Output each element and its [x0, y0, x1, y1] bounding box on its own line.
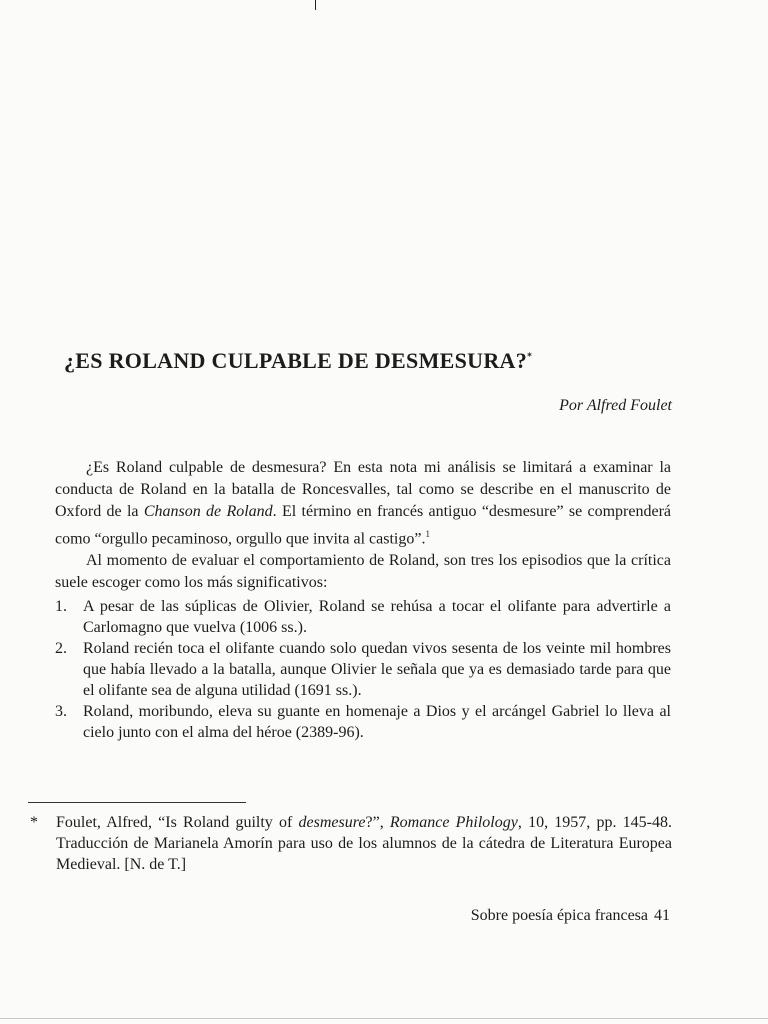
- footnote-text: [56, 812, 672, 875]
- list-item-number: 1.: [55, 598, 67, 615]
- paragraph-intro-part2: . El término en francés antiguo “desmesure” se comprenderá como “orgullo pecaminoso, orgullo que invita al castigo”.: [55, 503, 672, 548]
- scan-edge: [0, 1018, 768, 1019]
- footnote-mark: *: [30, 814, 38, 831]
- list-item-text: A pesar de las súplicas de Olivier, Roland se rehúsa a tocar el olifante para advertirle a Carlomagno que vuelva (1006 ss.).: [83, 598, 671, 636]
- list-item-number: 3.: [55, 703, 67, 720]
- episode-list: [55, 596, 671, 743]
- journal-title: Romance Philology: [389, 814, 518, 831]
- page-number: 41: [654, 907, 670, 924]
- footnote: [30, 812, 672, 875]
- list-item: [55, 638, 671, 701]
- list-item-number: 2.: [55, 640, 67, 657]
- scan-mark: [315, 0, 316, 10]
- article-title: [64, 348, 704, 374]
- paragraph-intro: [55, 457, 671, 550]
- page-footer: [471, 907, 670, 925]
- footnote-divider: [28, 802, 246, 803]
- footnote-part3: , 10, 1957, pp. 145-48. Traducción de Marianela Amorín para uso de los alumnos de la cátedra de Literatura Europea Medieval. [N. de T.]: [56, 814, 673, 873]
- author-byline: Por Alfred Foulet: [559, 397, 672, 414]
- paragraph-intro-part1: ¿Es Roland culpable de desmesura? En esta nota mi análisis se limitará a examinar la conducta de Roland en la batalla de Roncesvalles, tal como se describe en el manuscrito de Oxford de la: [55, 459, 671, 520]
- list-item-text: Roland recién toca el olifante cuando solo quedan vivos sesenta de los veinte mil hombres que había llevado a la batalla, aunque Olivier le señala que ya es demasiado tarde para que el olifante sea de alguna utilidad (1691 ss.).: [83, 640, 671, 699]
- paragraph-episodes-intro: Al momento de evaluar el comportamiento de Roland, son tres los episodios que la crítica suele escoger como los más significativos:: [55, 552, 671, 592]
- list-item: [55, 596, 671, 638]
- footnote-part2: ?”,: [365, 814, 390, 831]
- body-text: [55, 457, 671, 594]
- title-footnote-mark: *: [527, 351, 533, 363]
- list-item: [55, 701, 671, 743]
- footnote-ref: 1: [425, 529, 430, 539]
- footnote-italic-term: desmesure: [298, 814, 366, 831]
- list-item-text: Roland, moribundo, eleva su guante en homenaje a Dios y el arcángel Gabriel lo lleva al cielo junto con el alma del héroe (2389-96).: [83, 703, 671, 741]
- footnote-part1: Foulet, Alfred, “Is Roland guilty of: [56, 814, 299, 831]
- work-title: Chanson de Roland: [143, 503, 273, 520]
- running-title: Sobre poesía épica francesa: [470, 907, 648, 924]
- article-title-text: ¿ES ROLAND CULPABLE DE DESMESURA?: [64, 348, 528, 373]
